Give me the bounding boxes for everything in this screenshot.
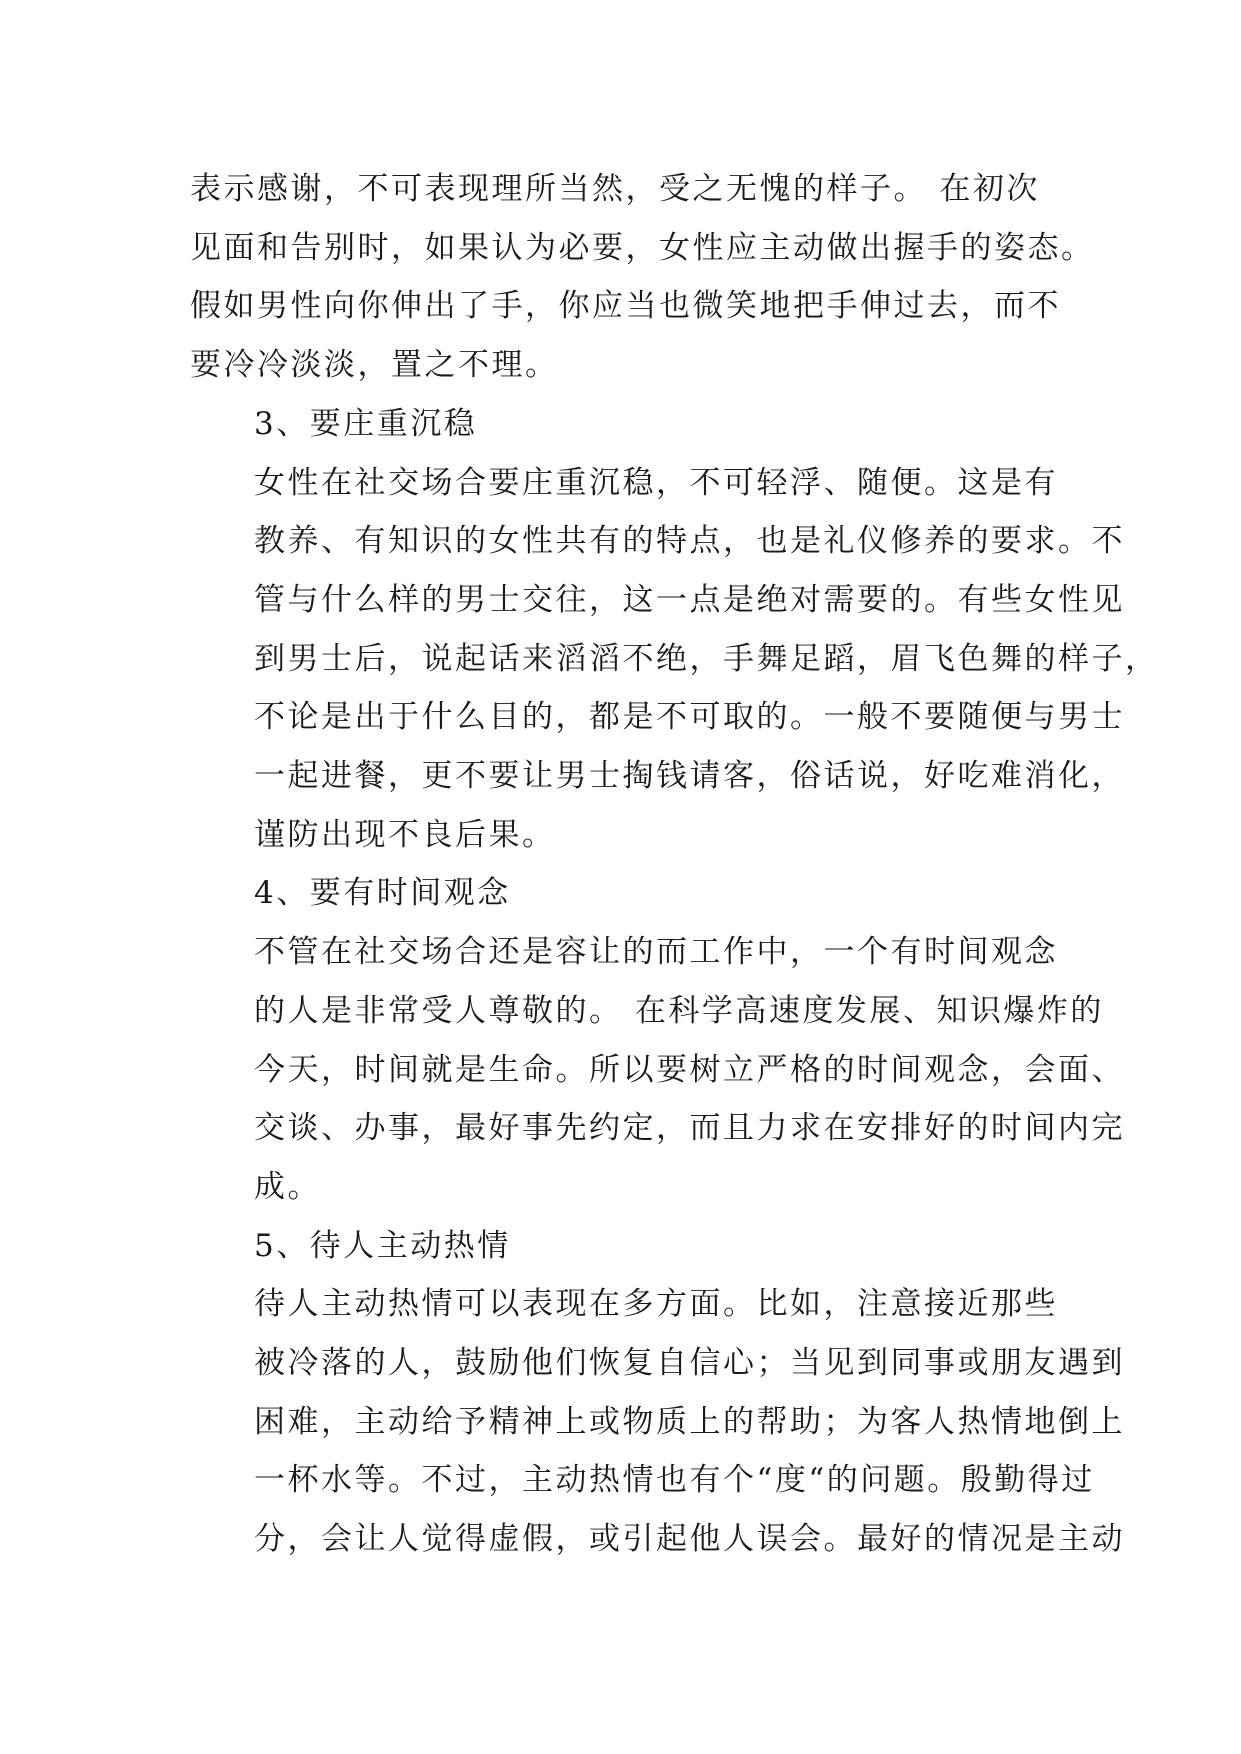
text-line: 表示感谢，不可表现理所当然，受之无愧的样子。 在初次 <box>190 171 1040 207</box>
paragraph-section-5 <box>190 1275 1125 1569</box>
text-line: 要冷冷淡淡，置之不理。 <box>190 347 559 384</box>
text-line: 一起进餐，更不要让男士掏钱请客，俗话说，好吃难消化， <box>254 758 1125 795</box>
text-line: 成。 <box>254 1168 321 1205</box>
text-line: 分，会让人觉得虚假，或引起他人误会。最好的情况是主动 <box>254 1521 1125 1558</box>
text-line: 的人是非常受人尊敬的。 在科学高速度发展、知识爆炸的 <box>254 992 1104 1029</box>
text-line: 女性在社交场合要庄重沉稳，不可轻浮、随便。这是有 <box>254 464 1058 501</box>
text-line: 待人主动热情可以表现在多方面。比如，注意接近那些 <box>254 1286 1058 1323</box>
paragraph-intro <box>190 160 1095 395</box>
text-line: 今天，时间就是生命。所以要树立严格的时间观念，会面、 <box>254 1051 1125 1088</box>
text-line: 困难，主动给予精神上或物质上的帮助；为客人热情地倒上 <box>254 1403 1125 1440</box>
text-line: 谨防出现不良后果。 <box>254 816 556 853</box>
section-heading-5: 5、待人主动热情 <box>254 1227 511 1264</box>
text-line: 一杯水等。不过，主动热情也有个“度“的问题。殷勤得过 <box>254 1462 1095 1499</box>
section-heading-4: 4、要有时间观念 <box>254 875 511 912</box>
text-line: 教养、有知识的女性共有的特点，也是礼仪修养的要求。不 <box>254 523 1125 560</box>
text-line: 交谈、办事，最好事先约定，而且力求在安排好的时间内完 <box>254 1110 1125 1147</box>
text-line: 到男士后，说起话来滔滔不绝，手舞足蹈，眉飞色舞的样子， <box>254 640 1159 677</box>
paragraph-section-4 <box>190 923 1125 1217</box>
text-line: 见面和告别时，如果认为必要，女性应主动做出握手的姿态。 <box>190 229 1095 266</box>
text-line: 被冷落的人，鼓励他们恢复自信心；当见到同事或朋友遇到 <box>254 1345 1125 1382</box>
text-line: 不管在社交场合还是容让的而工作中，一个有时间观念 <box>254 934 1058 971</box>
paragraph-section-3 <box>190 454 1159 865</box>
text-line: 管与什么样的男士交往，这一点是绝对需要的。有些女性见 <box>254 581 1125 618</box>
document-body <box>190 160 1159 1569</box>
text-line: 不论是出于什么目的，都是不可取的。一般不要随便与男士 <box>254 699 1125 736</box>
section-heading-3: 3、要庄重沉稳 <box>254 405 478 442</box>
text-line: 假如男性向你伸出了手，你应当也微笑地把手伸过去，而不 <box>190 288 1061 325</box>
